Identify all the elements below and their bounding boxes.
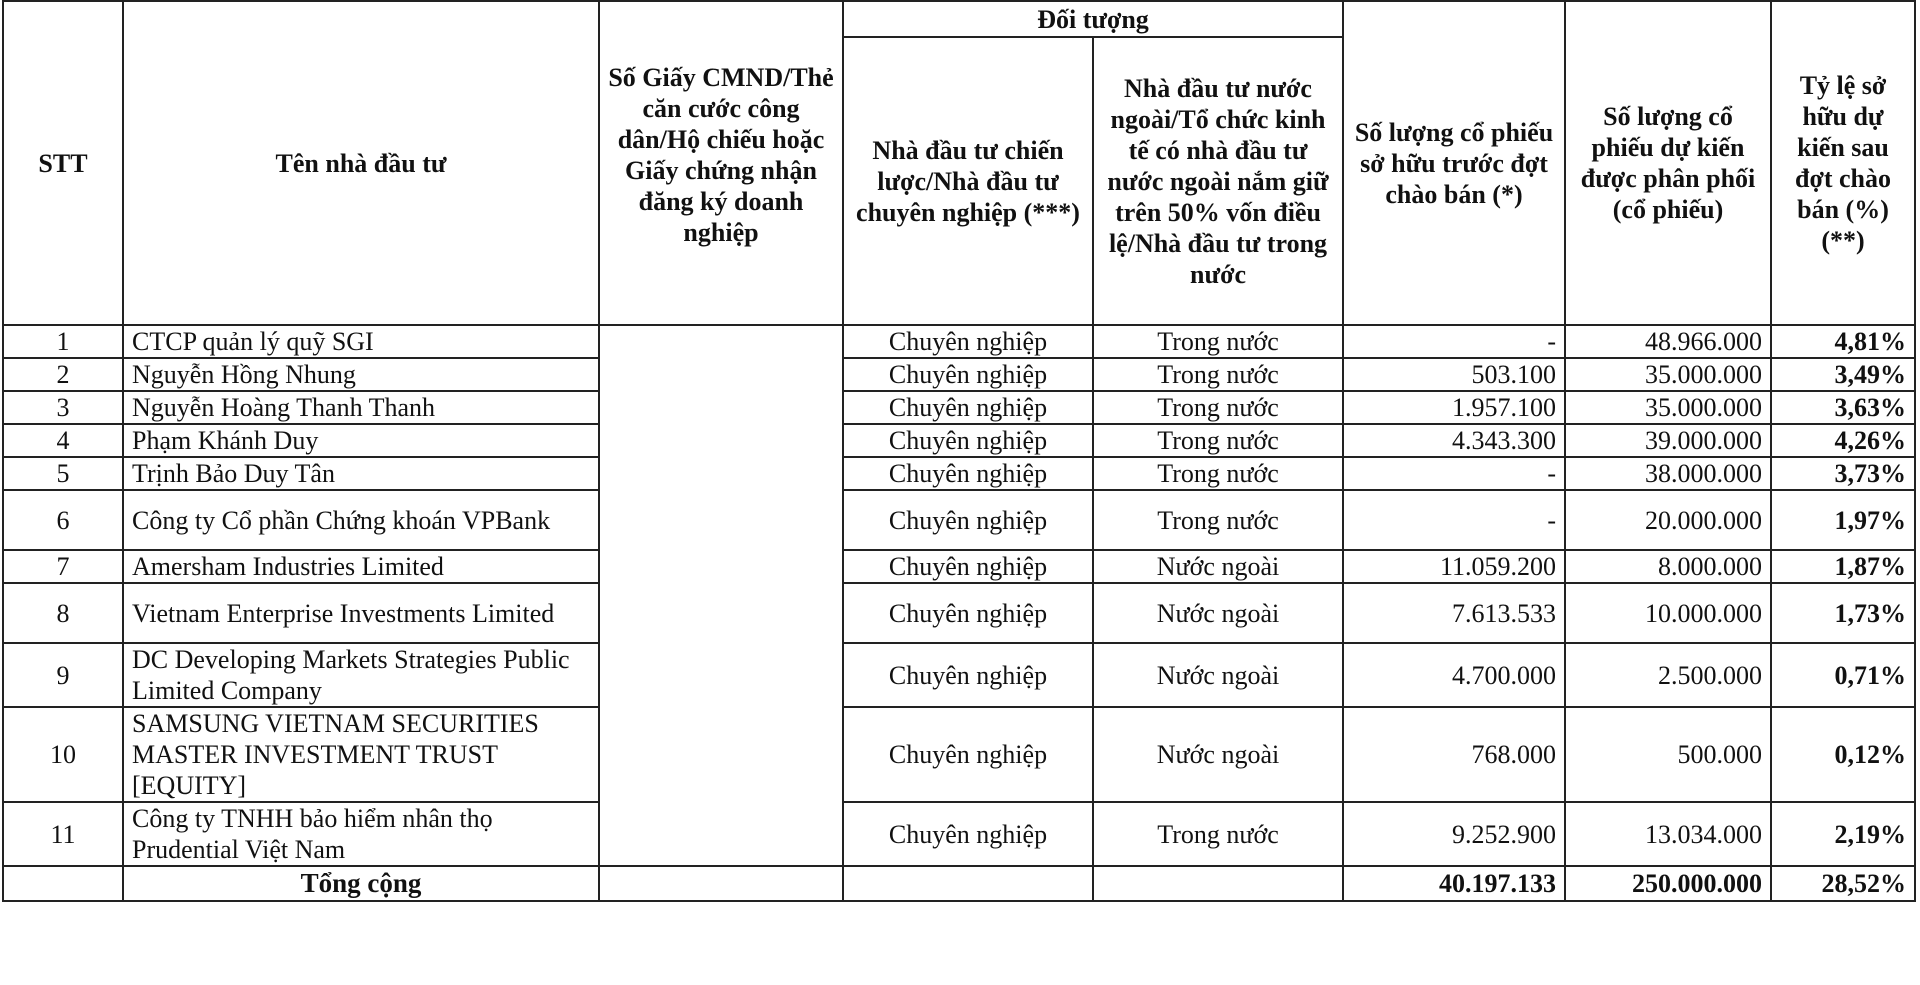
- row-investor-origin: Trong nước: [1093, 457, 1343, 490]
- table-row: [3, 424, 1915, 457]
- row-shares-before: -: [1343, 325, 1565, 358]
- row-investor-type: Chuyên nghiệp: [843, 358, 1093, 391]
- total-row: [3, 866, 1915, 901]
- row-investor-type: Chuyên nghiệp: [843, 490, 1093, 550]
- total-shares-before: 40.197.133: [1343, 866, 1565, 901]
- row-investor-name: CTCP quản lý quỹ SGI: [123, 325, 599, 358]
- table-row: [3, 802, 1915, 866]
- row-shares-allocated: 39.000.000: [1565, 424, 1771, 457]
- row-investor-type: Chuyên nghiệp: [843, 325, 1093, 358]
- row-shares-allocated: 2.500.000: [1565, 643, 1771, 707]
- row-shares-before: 7.613.533: [1343, 583, 1565, 643]
- row-investor-name: Vietnam Enterprise Investments Limited: [123, 583, 599, 643]
- row-shares-allocated: 10.000.000: [1565, 583, 1771, 643]
- row-shares-allocated: 500.000: [1565, 707, 1771, 802]
- row-id-document: [599, 424, 843, 457]
- table-body: [3, 325, 1915, 866]
- row-ratio-after: 1,73%: [1771, 583, 1915, 643]
- header-ratio-after: Tỷ lệ sở hữu dự kiến sau đợt chào bán (%) (**): [1771, 1, 1915, 325]
- row-investor-name: SAMSUNG VIETNAM SECURITIES MASTER INVESTMENT TRUST [EQUITY]: [123, 707, 599, 802]
- header-stt: STT: [3, 1, 123, 325]
- row-ratio-after: 4,26%: [1771, 424, 1915, 457]
- table-row: [3, 643, 1915, 707]
- row-investor-type: Chuyên nghiệp: [843, 583, 1093, 643]
- row-shares-allocated: 38.000.000: [1565, 457, 1771, 490]
- header-shares-allocated: Số lượng cổ phiếu dự kiến được phân phối (cổ phiếu): [1565, 1, 1771, 325]
- row-ratio-after: 0,12%: [1771, 707, 1915, 802]
- row-shares-before: 503.100: [1343, 358, 1565, 391]
- row-stt: 11: [3, 802, 123, 866]
- row-investor-type: Chuyên nghiệp: [843, 707, 1093, 802]
- row-investor-origin: Trong nước: [1093, 424, 1343, 457]
- row-ratio-after: 4,81%: [1771, 325, 1915, 358]
- row-investor-type: Chuyên nghiệp: [843, 802, 1093, 866]
- row-stt: 9: [3, 643, 123, 707]
- row-shares-before: 768.000: [1343, 707, 1565, 802]
- table-row: [3, 391, 1915, 424]
- row-ratio-after: 3,63%: [1771, 391, 1915, 424]
- row-ratio-after: 2,19%: [1771, 802, 1915, 866]
- row-investor-origin: Nước ngoài: [1093, 707, 1343, 802]
- row-investor-origin: Trong nước: [1093, 391, 1343, 424]
- row-investor-name: Nguyễn Hoàng Thanh Thanh: [123, 391, 599, 424]
- row-shares-allocated: 20.000.000: [1565, 490, 1771, 550]
- row-investor-type: Chuyên nghiệp: [843, 643, 1093, 707]
- row-investor-origin: Nước ngoài: [1093, 550, 1343, 583]
- row-investor-origin: Trong nước: [1093, 490, 1343, 550]
- row-ratio-after: 1,97%: [1771, 490, 1915, 550]
- row-stt: 4: [3, 424, 123, 457]
- total-shares-allocated: 250.000.000: [1565, 866, 1771, 901]
- row-shares-allocated: 48.966.000: [1565, 325, 1771, 358]
- row-stt: 7: [3, 550, 123, 583]
- row-shares-allocated: 13.034.000: [1565, 802, 1771, 866]
- header-strategic-investor: Nhà đầu tư chiến lược/Nhà đầu tư chuyên nghiệp (***): [843, 37, 1093, 325]
- investor-table: [2, 0, 1916, 902]
- header-shares-before: Số lượng cổ phiếu sở hữu trước đợt chào bán (*): [1343, 1, 1565, 325]
- row-id-document: [599, 391, 843, 424]
- row-investor-origin: Trong nước: [1093, 358, 1343, 391]
- row-shares-before: 9.252.900: [1343, 802, 1565, 866]
- total-origin-cell: [1093, 866, 1343, 901]
- table-row: [3, 358, 1915, 391]
- row-ratio-after: 3,49%: [1771, 358, 1915, 391]
- row-investor-type: Chuyên nghiệp: [843, 550, 1093, 583]
- row-investor-origin: Trong nước: [1093, 325, 1343, 358]
- header-target-group: Đối tượng: [843, 1, 1343, 37]
- row-investor-type: Chuyên nghiệp: [843, 424, 1093, 457]
- table-row: [3, 707, 1915, 802]
- row-stt: 1: [3, 325, 123, 358]
- row-shares-before: -: [1343, 457, 1565, 490]
- header-foreign-domestic: Nhà đầu tư nước ngoài/Tổ chức kinh tế có nhà đầu tư nước ngoài nắm giữ trên 50% vốn điều lệ/Nhà đầu tư trong nước: [1093, 37, 1343, 325]
- header-id-document: Số Giấy CMND/Thẻ căn cước công dân/Hộ chiếu hoặc Giấy chứng nhận đăng ký doanh nghiệp: [599, 1, 843, 325]
- row-ratio-after: 3,73%: [1771, 457, 1915, 490]
- row-stt: 3: [3, 391, 123, 424]
- row-investor-name: DC Developing Markets Strategies Public Limited Company: [123, 643, 599, 707]
- total-id-cell: [599, 866, 843, 901]
- row-investor-name: Công ty Cổ phần Chứng khoán VPBank: [123, 490, 599, 550]
- row-shares-before: -: [1343, 490, 1565, 550]
- row-investor-origin: Trong nước: [1093, 802, 1343, 866]
- total-type-cell: [843, 866, 1093, 901]
- row-investor-type: Chuyên nghiệp: [843, 457, 1093, 490]
- table-row: [3, 550, 1915, 583]
- row-investor-origin: Nước ngoài: [1093, 583, 1343, 643]
- row-stt: 6: [3, 490, 123, 550]
- row-investor-name: Phạm Khánh Duy: [123, 424, 599, 457]
- table-row: [3, 325, 1915, 358]
- table-row: [3, 457, 1915, 490]
- row-id-document: [599, 583, 843, 643]
- row-shares-allocated: 8.000.000: [1565, 550, 1771, 583]
- total-ratio: 28,52%: [1771, 866, 1915, 901]
- row-shares-before: 4.700.000: [1343, 643, 1565, 707]
- row-shares-before: 4.343.300: [1343, 424, 1565, 457]
- row-investor-name: Trịnh Bảo Duy Tân: [123, 457, 599, 490]
- row-id-document: [599, 802, 843, 866]
- row-investor-origin: Nước ngoài: [1093, 643, 1343, 707]
- row-id-document: [599, 490, 843, 550]
- row-stt: 2: [3, 358, 123, 391]
- row-id-document: [599, 550, 843, 583]
- row-investor-name: Amersham Industries Limited: [123, 550, 599, 583]
- row-investor-type: Chuyên nghiệp: [843, 391, 1093, 424]
- row-stt: 5: [3, 457, 123, 490]
- row-stt: 8: [3, 583, 123, 643]
- row-ratio-after: 0,71%: [1771, 643, 1915, 707]
- header-investor-name: Tên nhà đầu tư: [123, 1, 599, 325]
- row-stt: 10: [3, 707, 123, 802]
- row-id-document: [599, 457, 843, 490]
- row-shares-allocated: 35.000.000: [1565, 391, 1771, 424]
- row-id-document: [599, 643, 843, 707]
- row-id-document: [599, 325, 843, 358]
- total-stt-cell: [3, 866, 123, 901]
- row-shares-before: 1.957.100: [1343, 391, 1565, 424]
- header-row-1: [3, 1, 1915, 37]
- row-investor-name: Công ty TNHH bảo hiểm nhân thọ Prudential Việt Nam: [123, 802, 599, 866]
- row-shares-before: 11.059.200: [1343, 550, 1565, 583]
- row-shares-allocated: 35.000.000: [1565, 358, 1771, 391]
- table-row: [3, 490, 1915, 550]
- row-investor-name: Nguyễn Hồng Nhung: [123, 358, 599, 391]
- row-id-document: [599, 358, 843, 391]
- total-label: Tổng cộng: [123, 866, 599, 901]
- table-row: [3, 583, 1915, 643]
- row-id-document: [599, 707, 843, 802]
- row-ratio-after: 1,87%: [1771, 550, 1915, 583]
